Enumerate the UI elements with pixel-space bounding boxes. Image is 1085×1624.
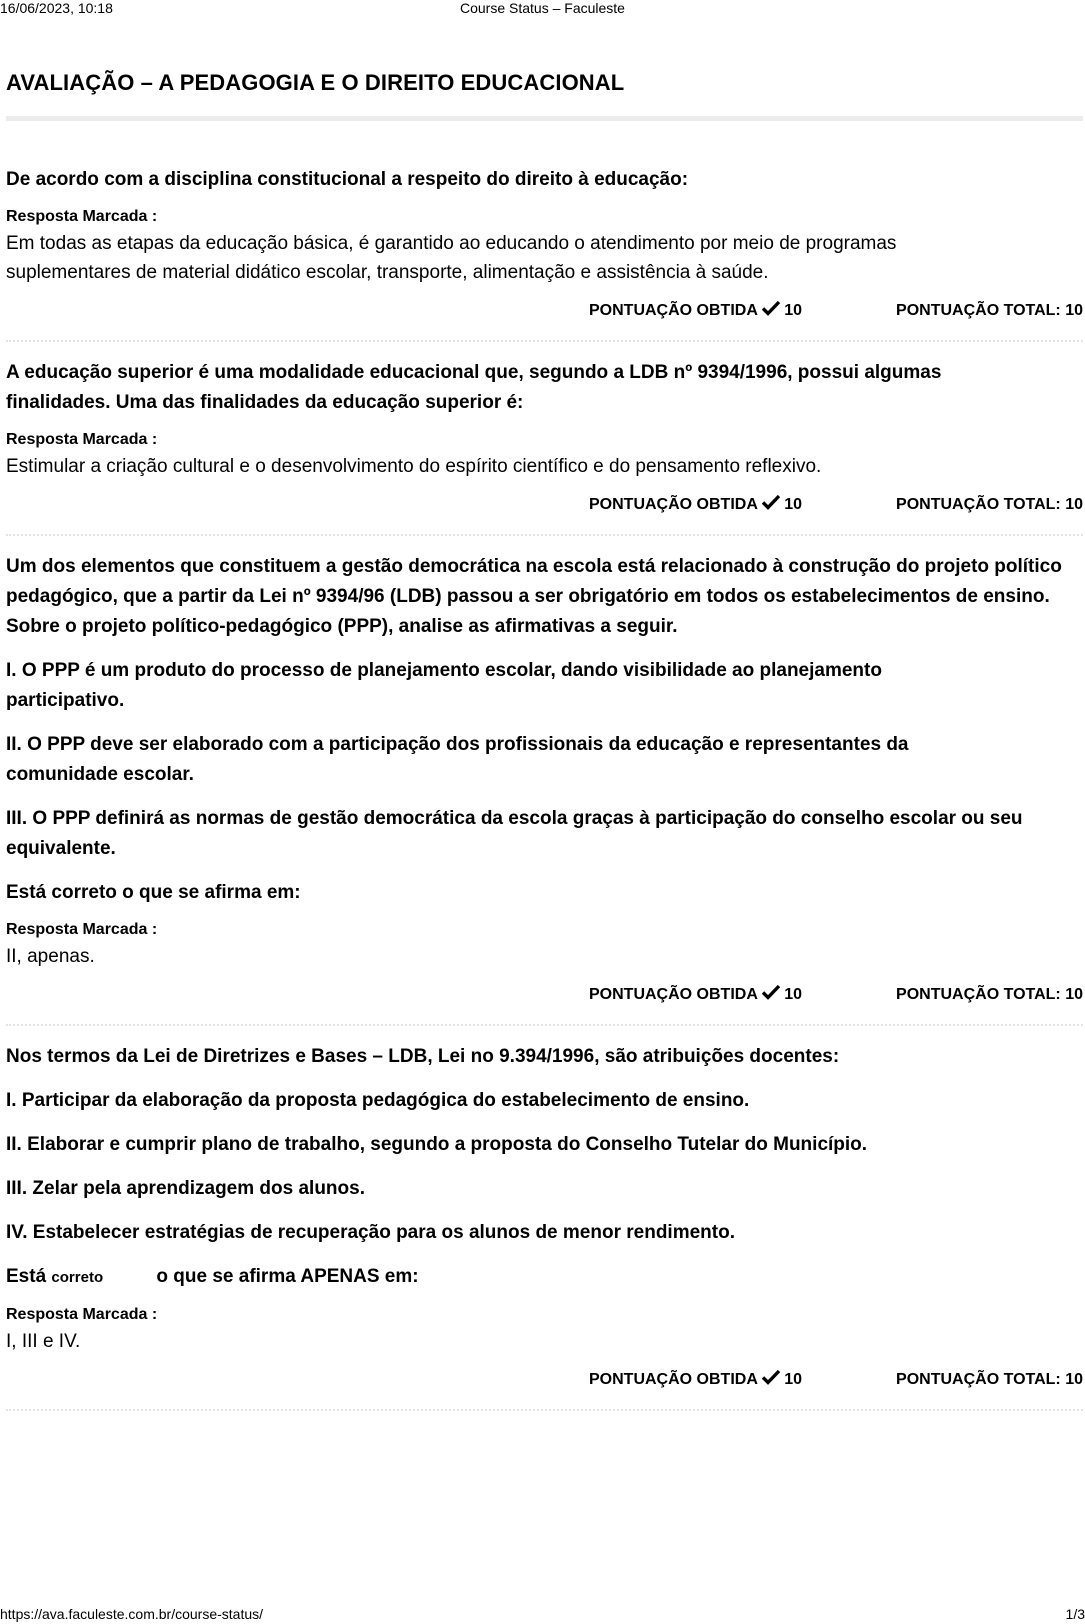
- statement-item: I. Participar da elaboração da proposta pedagógica do estabelecimento de ensino.: [6, 1090, 750, 1111]
- score-row: [6, 983, 1083, 1007]
- score-total: PONTUAÇÃO TOTAL: 10: [896, 1371, 1083, 1388]
- prompt-part: Está: [6, 1266, 47, 1287]
- prompt-part: o que se afirma APENAS em:: [156, 1266, 419, 1287]
- statement-item: II. O PPP deve ser elaborado com a participação dos profissionais da educação e representantes da comunidade escolar.: [6, 734, 909, 785]
- score-obtained-value: 10: [784, 1371, 802, 1388]
- print-header: [0, 0, 1085, 18]
- statement-item: III. Zelar pela aprendizagem dos alunos.: [6, 1178, 365, 1199]
- check-icon: [762, 300, 780, 316]
- answer-text: II, apenas.: [6, 946, 95, 967]
- score-total: PONTUAÇÃO TOTAL: 10: [896, 986, 1083, 1003]
- question-divider: [6, 340, 1083, 342]
- question-text: A educação superior é uma modalidade educacional que, segundo a LDB nº 9394/1996, possui algumas finalidades. Uma das finalidades da educação superior é:: [6, 362, 942, 413]
- question-divider: [6, 1024, 1083, 1026]
- score-obtained: [589, 983, 802, 1007]
- question-3: [6, 552, 1083, 1026]
- question-divider: [6, 534, 1083, 536]
- check-icon: [762, 1369, 780, 1385]
- score-obtained-value: 10: [784, 986, 802, 1003]
- answer-label: Resposta Marcada :: [6, 208, 158, 225]
- answer-text: Em todas as etapas da educação básica, é garantido ao educando o atendimento por meio de programas suplementares de material didático escolar, transporte, alimentação e assistência à saúde.: [6, 233, 897, 283]
- question-1: [6, 165, 1083, 342]
- score-obtained: [589, 1368, 802, 1392]
- window-title: Course Status – Faculeste: [460, 0, 625, 16]
- score-obtained-label: PONTUAÇÃO OBTIDA: [589, 302, 758, 319]
- title-divider: [6, 116, 1083, 121]
- prompt-part: correto: [51, 1269, 104, 1286]
- print-footer: [0, 1606, 1085, 1624]
- question-text: Um dos elementos que constituem a gestão democrática na escola está relacionado à construção do projeto político pedagógico, que a partir da Lei nº 9394/96 (LDB) passou a ser obrigatório em todos os estabelecimentos de ensino. Sobre o projeto político-pedagógico (PPP), analise as afirmativas a seguir.: [6, 556, 1062, 637]
- score-obtained-value: 10: [784, 302, 802, 319]
- answer-label: Resposta Marcada :: [6, 1306, 158, 1323]
- page-url: https://ava.faculeste.com.br/course-status/: [0, 1606, 264, 1622]
- question-text: Nos termos da Lei de Diretrizes e Bases – LDB, Lei no 9.394/1996, são atribuições docentes:: [6, 1046, 840, 1067]
- course-status-content: [6, 68, 1083, 1411]
- question-divider: [6, 1409, 1083, 1411]
- question-text: De acordo com a disciplina constitucional a respeito do direito à educação:: [6, 169, 689, 190]
- question-2: [6, 358, 1083, 536]
- score-obtained-value: 10: [784, 496, 802, 513]
- print-date: 16/06/2023, 10:18: [0, 0, 113, 16]
- answer-label: Resposta Marcada :: [6, 921, 158, 938]
- score-row: [6, 299, 1083, 323]
- page-number: 1/3: [1065, 1606, 1085, 1622]
- score-obtained-label: PONTUAÇÃO OBTIDA: [589, 496, 758, 513]
- question-prompt: [6, 1262, 1083, 1293]
- score-total: PONTUAÇÃO TOTAL: 10: [896, 496, 1083, 513]
- statement-item: I. O PPP é um produto do processo de planejamento escolar, dando visibilidade ao planejamento participativo.: [6, 660, 882, 711]
- answer-label: Resposta Marcada :: [6, 431, 158, 448]
- score-row: [6, 1368, 1083, 1392]
- score-obtained-label: PONTUAÇÃO OBTIDA: [589, 986, 758, 1003]
- statement-item: IV. Estabelecer estratégias de recuperação para os alunos de menor rendimento.: [6, 1222, 735, 1243]
- score-row: [6, 493, 1083, 517]
- answer-text: Estimular a criação cultural e o desenvolvimento do espírito científico e do pensamento reflexivo.: [6, 456, 822, 477]
- score-obtained: [589, 493, 802, 517]
- page-title: AVALIAÇÃO – A PEDAGOGIA E O DIREITO EDUCACIONAL: [6, 70, 625, 95]
- question-prompt: Está correto o que se afirma em:: [6, 882, 301, 903]
- answer-text: I, III e IV.: [6, 1331, 81, 1352]
- statement-item: III. O PPP definirá as normas de gestão democrática da escola graças à participação do conselho escolar ou seu equivalente.: [6, 808, 1023, 859]
- score-total: PONTUAÇÃO TOTAL: 10: [896, 302, 1083, 319]
- statement-item: II. Elaborar e cumprir plano de trabalho, segundo a proposta do Conselho Tutelar do Município.: [6, 1134, 868, 1155]
- question-4: [6, 1042, 1083, 1411]
- check-icon: [762, 984, 780, 1000]
- score-obtained-label: PONTUAÇÃO OBTIDA: [589, 1371, 758, 1388]
- check-icon: [762, 494, 780, 510]
- score-obtained: [589, 299, 802, 323]
